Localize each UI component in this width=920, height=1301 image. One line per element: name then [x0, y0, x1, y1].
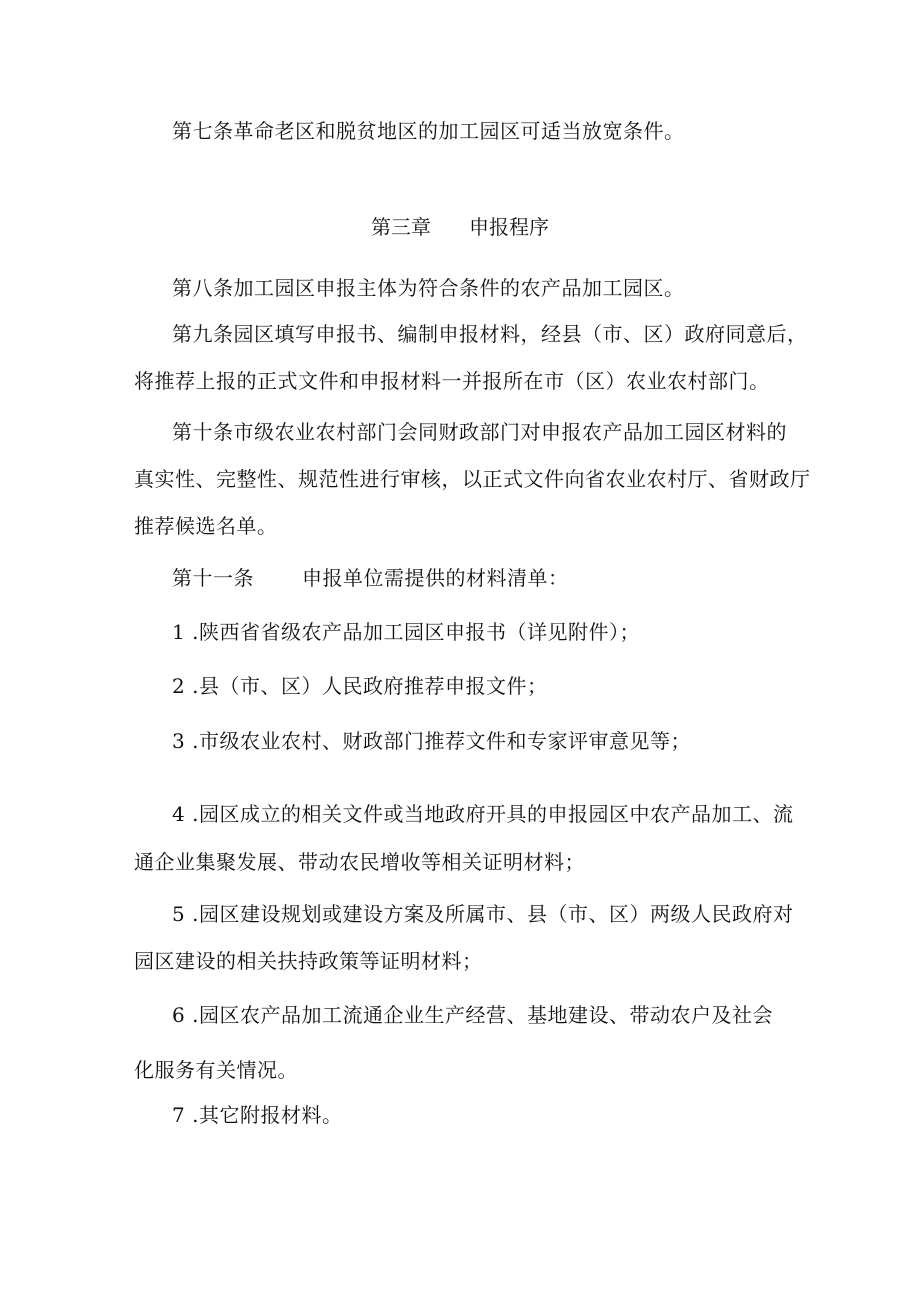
- item-text: .园区成立的相关文件或当地政府开具的申报园区中农产品加工、流: [192, 802, 794, 826]
- item-number: 2: [172, 674, 186, 698]
- article-9-line-1: 第九条园区填写申报书、编制申报材料，经县（市、区）政府同意后，: [172, 322, 808, 346]
- list-item: [172, 729, 691, 753]
- item-number: 6: [172, 1003, 186, 1027]
- list-item-continuation: 化服务有关情况。: [134, 1058, 298, 1082]
- article-10-line-1: 第十条市级农业农村部门会同财政部门对申报农产品加工园区材料的: [172, 420, 787, 444]
- article-10-line-2: 真实性、完整性、规范性进行审核，以正式文件向省农业农村厅、省财政厅: [134, 467, 811, 491]
- list-item-continuation: 园区建设的相关扶持政策等证明材料；: [134, 949, 483, 973]
- item-text: .园区农产品加工流通企业生产经营、基地建设、带动农户及社会: [192, 1003, 773, 1027]
- list-item: [172, 620, 640, 644]
- article-11-label: 第十一条: [172, 566, 254, 590]
- article-10-line-3: 推荐候选名单。: [134, 514, 278, 538]
- list-item-continuation: 通企业集聚发展、带动农民增收等相关证明材料；: [134, 850, 585, 874]
- chapter-title: 申报程序: [469, 215, 549, 239]
- item-text: .园区建设规划或建设方案及所属市、县（市、区）两级人民政府对: [192, 902, 794, 926]
- item-number: 3: [172, 729, 186, 753]
- item-text: .其它附报材料。: [192, 1103, 343, 1127]
- article-11: [172, 566, 569, 590]
- item-number: 5: [172, 902, 186, 926]
- list-item: [172, 1103, 342, 1127]
- article-11-text: 申报单位需提供的材料清单：: [302, 566, 569, 590]
- item-text: .陕西省省级农产品加工园区申报书（详见附件）；: [192, 620, 640, 644]
- item-number: 4: [172, 802, 186, 826]
- article-8: 第八条加工园区申报主体为符合条件的农产品加工园区。: [172, 276, 685, 300]
- chapter-number: 第三章: [371, 215, 431, 239]
- article-7: 第七条革命老区和脱贫地区的加工园区可适当放宽条件。: [172, 119, 685, 143]
- list-item: [172, 802, 793, 826]
- chapter-heading: [0, 215, 920, 239]
- list-item: [172, 674, 547, 698]
- item-text: .县（市、区）人民政府推荐申报文件；: [192, 674, 548, 698]
- item-number: 7: [172, 1103, 186, 1127]
- list-item: [172, 1003, 773, 1027]
- list-item: [172, 902, 793, 926]
- article-9-line-2: 将推荐上报的正式文件和申报材料一并报所在市（区）农业农村部门。: [134, 369, 770, 393]
- item-number: 1: [172, 620, 186, 644]
- item-text: .市级农业农村、财政部门推荐文件和专家评审意见等；: [192, 729, 691, 753]
